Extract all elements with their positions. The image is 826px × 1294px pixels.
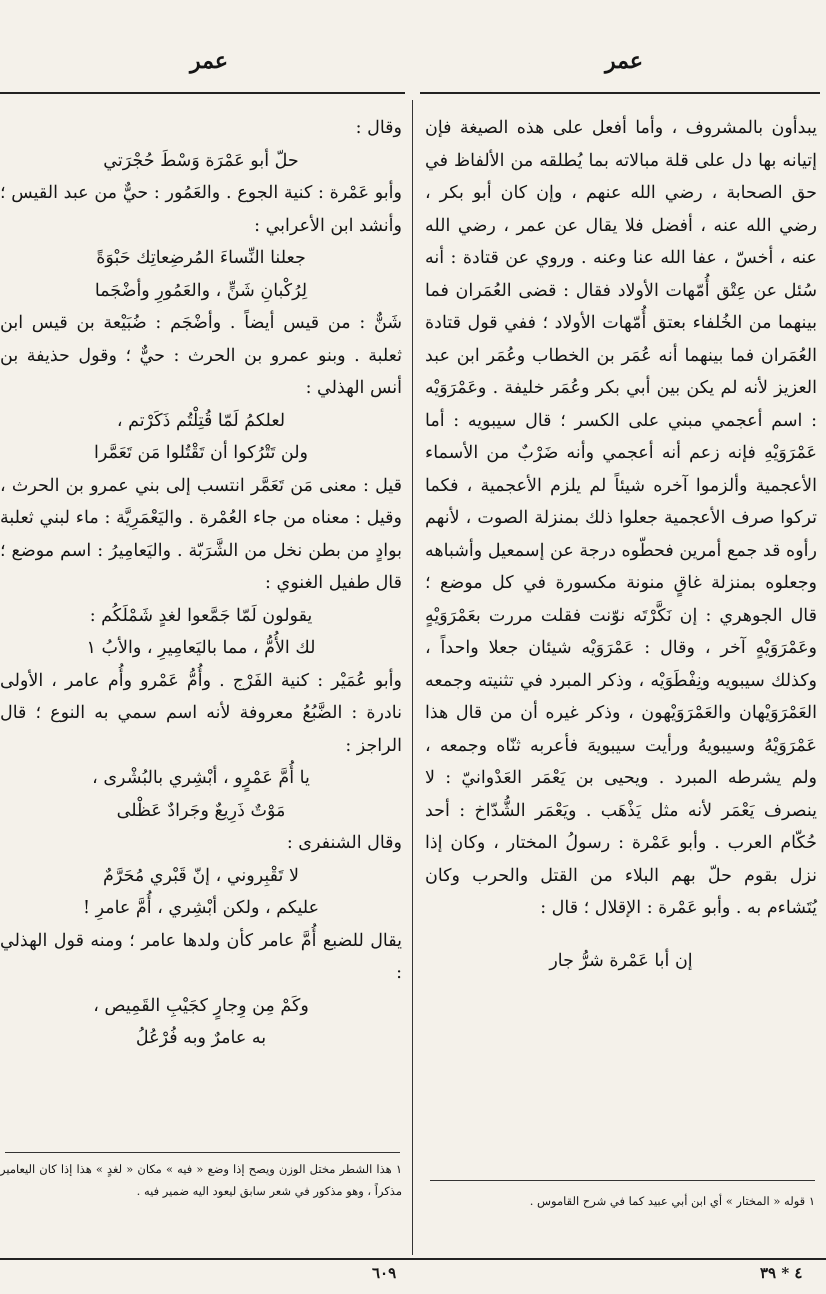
verse-line: ولن تَتْرُكوا أن تَقْتُلوا مَن تَعَمَّرا xyxy=(93,443,309,463)
left-column xyxy=(0,112,402,1055)
text-paragraph: وأبو عَمْرة : كنية الجوع . والعَمُور : حيٌّ من عبد القيس ؛ وأنشد ابن الأعرابي : xyxy=(0,183,402,236)
footnote-left: ١ هذا الشطر مختل الوزن ويصح إذا وضع « فيه » مكان « لغدٍ » هذا إذا كان اليعامير مذكراً ، وهو مذكور في شعر سابق ليعود اليه ضمير فيه . xyxy=(0,1162,402,1198)
verse-line: يقولون لَمّا جَمَّعوا لغدٍ شَمْلَكُم : xyxy=(89,605,313,626)
footnote-right: ١ قوله « المختار » أي ابن أبي عبيد كما في شرح القاموس . xyxy=(529,1194,815,1208)
verse-line: لعلكمُ لَمّا قُتِلْتُم ذَكَرْتم ، xyxy=(116,410,286,431)
running-header-right: عمر xyxy=(605,48,643,74)
verse-line: عليكم ، ولكن أبْشِري ، أُمَّ عامرِ ! xyxy=(82,898,320,918)
column-divider xyxy=(412,100,413,1255)
text-paragraph: قيل : معنى مَن تَعَمَّر انتسب إلى بني عمرو بن الحرث ، وقيل : معناه من جاء العُمْرة . واليَعْمَرِيَّة : ماء لبني ثعلبة بوادٍ من بطن نخل من الشَّرَبّة . واليَعامِيرُ : اسم موضع ؛ قال طفيل الغنوي : xyxy=(0,475,402,593)
footnote-rule-left xyxy=(5,1152,400,1153)
page-number: ٦٠٩ xyxy=(372,1264,397,1282)
signature-mark: ٤ * ٣٩ xyxy=(760,1264,803,1282)
verse-line: لا تَقْبِروني ، إنّ قَبْري مُحَرَّمٌ xyxy=(103,865,299,886)
text-paragraph: وقال الشنفرى : xyxy=(286,833,402,853)
right-column-verse: إن أبا عَمْرة شرُّ جار xyxy=(549,950,693,971)
verse-line: لِرُكْبانِ شَنٍّ ، والعَمُورِ وأضْجَما xyxy=(94,280,308,301)
bottom-rule xyxy=(0,1258,826,1260)
verse-line: به عامرٌ وبه فُرْعُلُ xyxy=(135,1028,267,1048)
verse-line: مَوْتٌ ذَرِيعٌ وجَرادٌ عَظْلى xyxy=(116,800,286,821)
text-paragraph: وأبو عُمَيْر : كنية الفَرْج . وأُمُّ عَمْرو وأُم عامر ، الأولى نادرة : الضَّبُعُ معروفة لأنه اسم سمي به النوع ؛ قال الراجز : xyxy=(0,670,402,756)
right-column xyxy=(425,112,817,977)
text-paragraph: وقال : xyxy=(355,118,402,138)
text-paragraph: يقال للضبع أُمَّ عامر كأن ولدها عامر ؛ ومنه قول الهذلي : xyxy=(0,930,402,983)
verse-line: جعلنا النِّساءَ المُرضِعاتِك حَبْوَةً xyxy=(96,248,306,268)
right-column-paragraph: يبدأون بالمشروف ، وأما أفعل على هذه الصيغة فإن إتيانه بها دل على قلة مبالاته بما يُطلقه من الألفاظ في حق الصحابة ، رضي الله عنهم ، وإن كان أبو بكر ، رضي الله عنه ، أفضل فلا يقال عن عمر ، رضي الله عنه ، أخسّ ، عفا الله عنا وعنه . وروي عن قتادة : أنه سُئل عن عِتْق أُمّهات الأولاد فقال : قضى العُمَران فما بينهما من الخُلفاء بعتق أُمّهات الأولاد ؛ ففي قول قتادة العُمَران فما بينهما أنه عُمَر بن الخطاب وعُمَر ابن عبد العزيز لأنه لم يكن بين أبي بكر وعُمَر خليفة . وعَمْرَوَيْه : اسم أعجمي مبني على الكسر ؛ قال سيبويه : أما عَمْرَوَيْهِ فإنه زعم أنه أعجمي وأنه ضَرْبٌ من الأسماء الأعجمية وألزموا آخره شيئاً لم يلزم الأعجمية ، فكما تركوا صرف الأعجمية جعلوا ذلك بمنزلة الصوت ، لأنهم رأوه قد جمع أمرين فحطّوه درجة عن إسمعيل وأشباهه وجعلوه بمنزلة غاقٍ منونة مكسورة في كل موضع ؛ قال الجوهري : إن نَكَّرْتَه نوّنت فقلت مررت بعَمْرَوَيْهٍ وعَمْرَوَيْهٍ آخر ، وقال : عَمْرَوَيْه شيئان جعلا واحداً ، وكذلك سيبويه ونِفْطَوَيْه ، وذكر المبرد في تثنيته وجمعه العَمْرَوَيْهان والعَمْرَوَيْهون ، وذكر غيره أن من قال هذا عَمْرَوَيْهُ وسيبويهُ ورأيت سيبويهَ فأعربه ثنّاه وجمعه ، ولم يشرطه المبرد . ويحيى بن يَعْمَر العَدْوانيّ : لا ينصرف يَعْمَر لأنه مثل يَذْهَب . ويَعْمَر الشُّدّاخ : أحد حُكّام العرب . وأبو عَمْرة : رسولُ المختار ، وكان إذا نزل بقوم حلّ بهم البلاء من القتل والحرب وكان يُتَشاءم به . وأبو عَمْرة : الإقلال ؛ قال : xyxy=(425,118,817,918)
verse-line: حلّ أبو عَمْرَة وَسْطَ حُجْرَتي xyxy=(103,150,299,171)
running-header-left: عمر xyxy=(190,48,228,74)
header-rule-right xyxy=(420,92,820,94)
text-paragraph: شَنٌّ : من قيس أيضاً . وأضْجَم : ضُبَيْعة بن قيس ابن ثعلبة . وبنو عمرو بن الحرث : حيٌّ ؛ وقول حذيفة بن أنس الهذلي : xyxy=(0,313,402,398)
verse-line: يا أُمَّ عَمْرٍو ، أبْشِري بالبُشْرى ، xyxy=(92,768,310,788)
verse-line: وكَمْ مِن وِجارٍ كجَيْبِ القَمِيص ، xyxy=(93,995,309,1016)
verse-line: لك الأُمُّ ، مما باليَعامِيرِ ، والأبُ ١ xyxy=(86,638,316,658)
header-rule-left xyxy=(0,92,405,94)
footnote-rule-right xyxy=(430,1180,815,1181)
